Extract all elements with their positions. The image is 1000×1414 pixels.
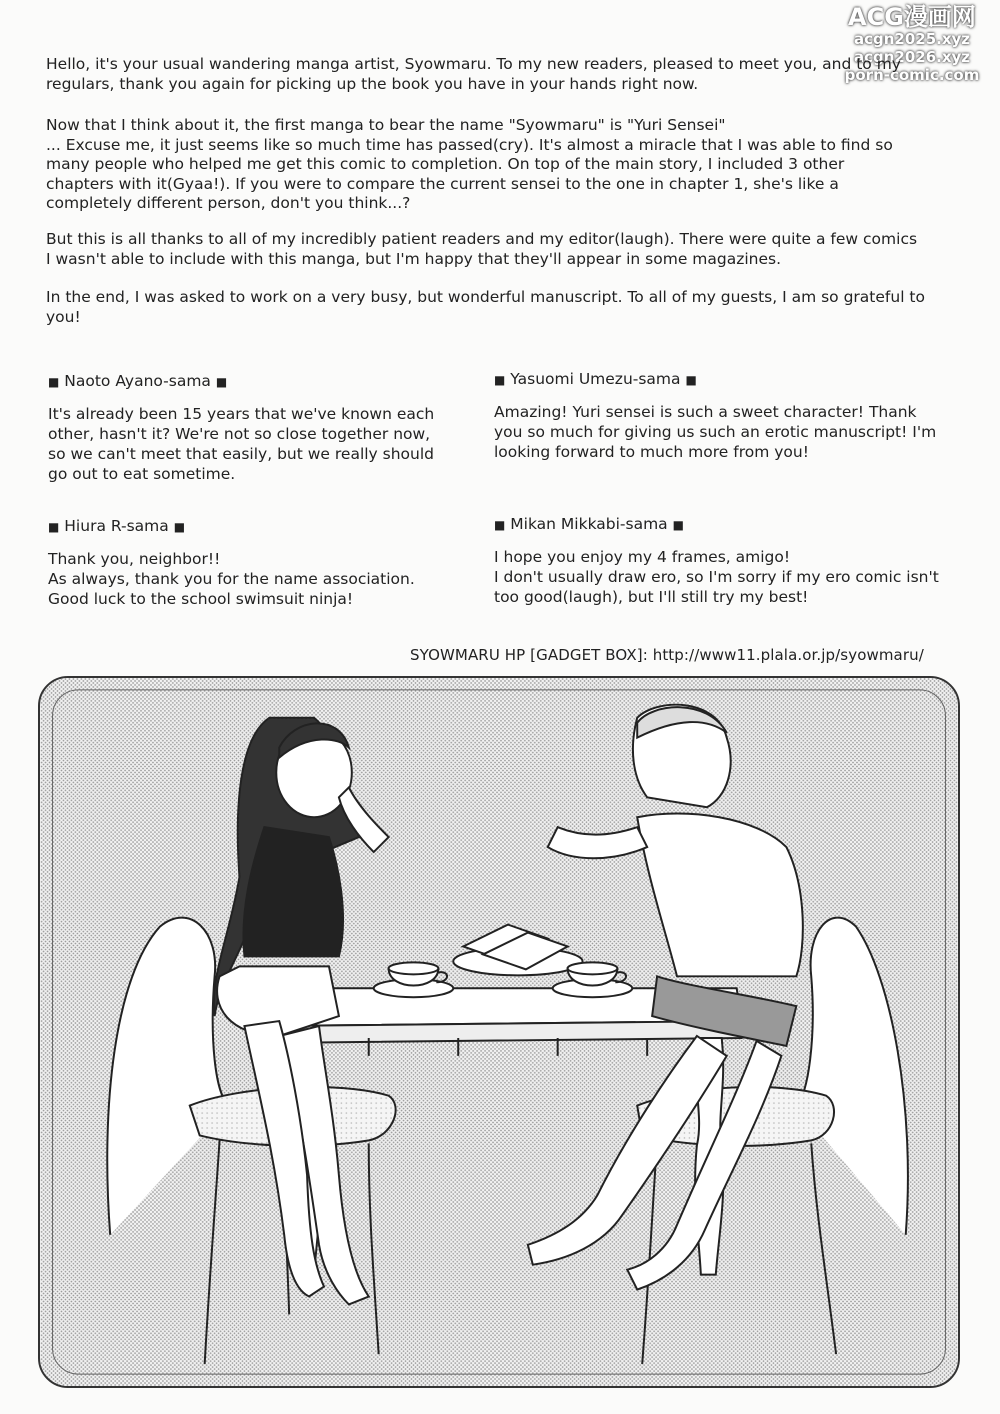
guest-name: Yasuomi Umezu-sama — [510, 370, 681, 388]
bullet-square-icon: ■ — [672, 518, 684, 532]
intro-paragraph-4: In the end, I was asked to work on a very busy, but wonderful manuscript. To all of my guests, I am so grateful to you! — [46, 288, 925, 326]
bullet-square-icon: ■ — [494, 373, 506, 387]
homepage-url: SYOWMARU HP [GADGET BOX]: http://www11.plala.or.jp/syowmaru/ — [410, 646, 924, 664]
guest-note — [494, 369, 964, 462]
guest-message: Amazing! Yuri sensei is such a sweet character! Thank you so much for giving us such an erotic manuscript! I'm looking forward to much more from you! — [494, 403, 937, 461]
intro-paragraph-1: Hello, it's your usual wandering manga artist, Syowmaru. To my new readers, pleased to meet you, and to my regulars, thank you again for picking up the book you have in your hands right now. — [46, 55, 901, 93]
bullet-square-icon: ■ — [173, 520, 186, 534]
guest-name-heading — [48, 371, 478, 392]
watermark-line-4: porn-comic.com — [844, 66, 980, 84]
bullet-square-icon: ■ — [48, 520, 60, 534]
watermark-line-2: acgn2025.xyz — [853, 30, 971, 48]
bullet-square-icon: ■ — [48, 375, 60, 389]
guest-message: Thank you, neighbor!! As always, thank you for the name association. Good luck to the school swimsuit ninja! — [48, 550, 415, 608]
guest-name: Naoto Ayano-sama — [64, 372, 211, 390]
guest-message: It's already been 15 years that we've known each other, hasn't it? We're not so close together now, so we can't meet that easily, but we really should go out to eat sometime. — [48, 405, 435, 483]
guest-name-heading — [494, 369, 964, 390]
guest-name-heading — [48, 516, 478, 537]
guest-name: Hiura R-sama — [64, 517, 169, 535]
guest-note — [48, 516, 478, 609]
bullet-square-icon: ■ — [685, 373, 697, 387]
guest-note — [494, 514, 964, 607]
watermark-line-3: acgn2026.xyz — [853, 48, 971, 66]
bullet-square-icon: ■ — [494, 518, 506, 532]
guest-name: Mikan Mikkabi-sama — [510, 515, 668, 533]
watermark-line-1: ACG漫画网 — [848, 3, 976, 31]
cafe-table-illustration — [40, 678, 958, 1386]
bullet-square-icon: ■ — [215, 375, 228, 389]
intro-paragraph-2: Now that I think about it, the first manga to bear the name "Syowmaru" is "Yuri Sensei" ... Excuse me, it just seems like so much time has passed(cry). It's almost a miracle that I was able to find so many people who helped me get this comic to completion. On top of the main story, I included 3 other chapters with it(Gyaa!). If you were to compare the current sensei to the one in chapter 1, she's like a completely different person, don't you think...? — [46, 116, 893, 212]
guest-note — [48, 371, 478, 484]
intro-paragraph-3: But this is all thanks to all of my incredibly patient readers and my editor(laugh). There were quite a few comics I wasn't able to include with this manga, but I'm happy that they'll appear in some magazines. — [46, 230, 918, 268]
guest-message: I hope you enjoy my 4 frames, amigo! I don't usually draw ero, so I'm sorry if my ero comic isn't too good(laugh), but I'll still try my best! — [494, 548, 939, 606]
guest-name-heading — [494, 514, 964, 535]
illustration-panel — [38, 676, 960, 1388]
